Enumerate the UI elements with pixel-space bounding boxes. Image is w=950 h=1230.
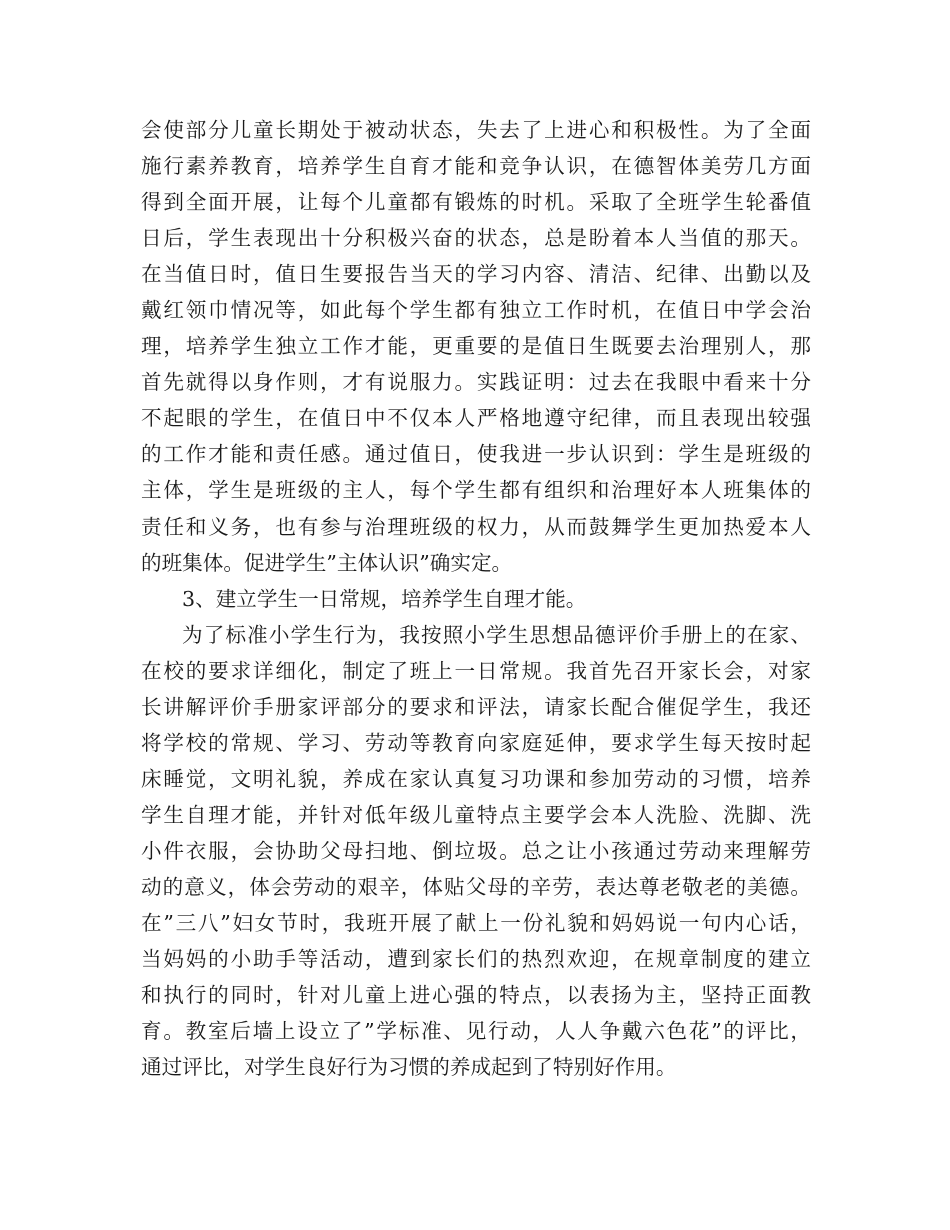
text-line: 学生自理才能，并针对低年级儿童特点主要学会本人洗脸、洗脚、洗 (141, 802, 811, 827)
text-line: 和执行的同时，针对儿童上进心强的特点，以表扬为主，坚持正面教 (141, 983, 811, 1008)
text-line: 在”三八”妇女节时，我班开展了献上一份礼貌和妈妈说一句内心话， (141, 911, 811, 936)
text-line: 施行素养教育，培养学生自育才能和竞争认识，在德智体美劳几方面 (141, 154, 811, 179)
text-line: 会使部分儿童长期处于被动状态，失去了上进心和积极性。为了全面 (141, 118, 811, 142)
text-line: 的班集体。促进学生”主体认识”确实定。 (141, 550, 513, 575)
text-line: 当妈妈的小助手等活动，遭到家长们的热烈欢迎，在规章制度的建立 (141, 947, 811, 972)
paragraph (141, 617, 811, 1086)
text-line: 通过评比，对学生良好行为习惯的养成起到了特别好作用。 (141, 1055, 677, 1080)
text-line: 育。教室后墙上设立了”学标准、见行动，人人争戴六色花”的评比， (141, 1019, 811, 1044)
paragraph (141, 112, 811, 581)
section-heading (141, 581, 811, 617)
text-line: 戴红领巾情况等，如此每个学生都有独立工作时机，在值日中学会治 (141, 298, 811, 323)
text-line: 动的意义，体会劳动的艰辛，体贴父母的辛劳，表达尊老敬老的美德。 (141, 874, 811, 899)
text-line: 得到全面开展，让每个儿童都有锻炼的时机。采取了全班学生轮番值 (141, 190, 811, 215)
text-line: 责任和义务，也有参与治理班级的权力，从而鼓舞学生更加热爱本人 (141, 514, 811, 539)
text-line: 首先就得以身作则，才有说服力。实践证明：过去在我眼中看来十分 (141, 370, 811, 395)
text-line: 在校的要求详细化，制定了班上一日常规。我首先召开家长会，对家 (141, 658, 811, 683)
text-line: 主体，学生是班级的主人，每个学生都有组织和治理好本人班集体的 (141, 478, 811, 503)
text-line: 将学校的常规、学习、劳动等教育向家庭延伸，要求学生每天按时起 (141, 730, 811, 755)
text-line: 日后，学生表现出十分积极兴奋的状态，总是盼着本人当值的那天。 (141, 226, 811, 251)
text-line: 长讲解评价手册家评部分的要求和评法，请家长配合催促学生，我还 (141, 694, 811, 719)
text-line: 小件衣服，会协助父母扫地、倒垃圾。总之让小孩通过劳动来理解劳 (141, 838, 811, 863)
body-text (141, 112, 811, 1085)
text-line: 理，培养学生独立工作才能，更重要的是值日生既要去治理别人，那 (141, 334, 811, 359)
text-line: 不起眼的学生，在值日中不仅本人严格地遵守纪律，而且表现出较强 (141, 406, 811, 431)
text-line: 3、建立学生一日常规，培养学生自理才能。 (182, 586, 587, 611)
text-line: 为了标准小学生行为，我按照小学生思想品德评价手册上的在家、 (182, 622, 811, 647)
text-line: 在当值日时，值日生要报告当天的学习内容、清洁、纪律、出勤以及 (141, 262, 811, 287)
text-line: 床睡觉，文明礼貌，养成在家认真复习功课和参加劳动的习惯，培养 (141, 766, 811, 791)
text-line: 的工作才能和责任感。通过值日，使我进一步认识到：学生是班级的 (141, 442, 811, 467)
